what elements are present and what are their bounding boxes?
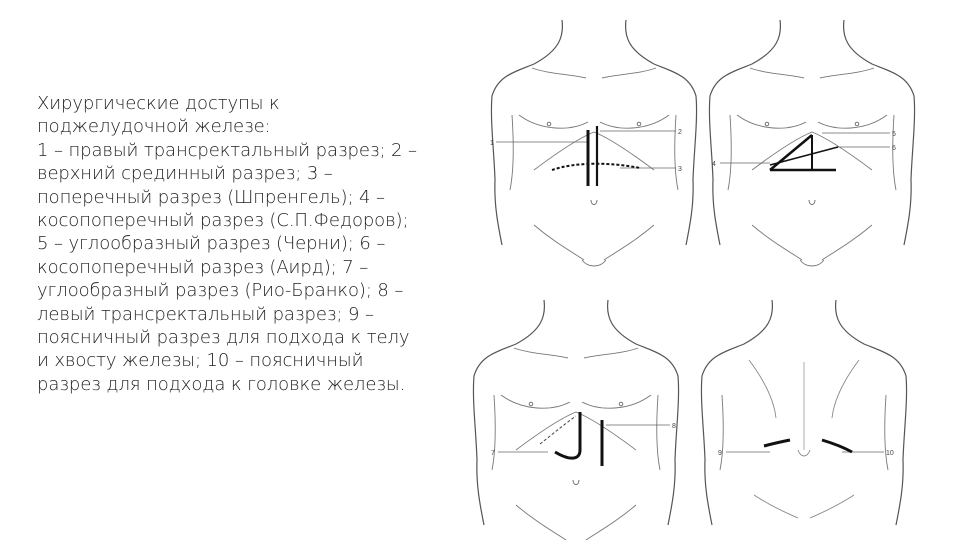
caption-line: поясничный разрез для подхода к телу <box>37 327 410 349</box>
label-5: 5 <box>892 131 896 138</box>
caption-line: 1 – правый трансректальный разрез; 2 – <box>37 139 417 161</box>
torso-panel-2 <box>709 20 914 266</box>
label-3: 3 <box>678 166 682 173</box>
label-6: 6 <box>892 145 896 152</box>
caption-line: косопоперечный разрез (С.П.Федоров); <box>37 210 409 232</box>
caption-line: углообразный разрез (Рио-Бранко); 8 – <box>37 280 404 302</box>
torso-panel-1 <box>490 20 697 266</box>
caption-line: Хирургические доступы к <box>37 93 280 114</box>
label-7: 7 <box>491 450 495 457</box>
caption-line: поджелудочной железе: <box>37 116 271 138</box>
label-4: 4 <box>712 161 716 168</box>
caption-line: левый трансректальный разрез; 9 – <box>37 303 374 325</box>
caption-line: косопоперечный разрез (Аирд); 7 – <box>37 256 369 278</box>
caption-text <box>37 92 467 396</box>
caption-line: и хвосту железы; 10 – поясничный <box>37 350 364 372</box>
label-10: 10 <box>886 450 894 457</box>
torso-panel-4 <box>701 300 906 525</box>
caption-line: верхний срединный разрез; 3 – <box>37 163 333 185</box>
caption-line: 5 – углообразный разрез (Черни); 6 – <box>37 233 386 255</box>
label-9: 9 <box>718 450 722 457</box>
incision-diagram <box>470 0 960 540</box>
caption-line: разрез для подхода к головке железы. <box>37 373 406 395</box>
label-1: 1 <box>490 140 494 147</box>
torso-panel-3 <box>473 300 678 540</box>
caption-line: поперечный разрез (Шпренгель); 4 – <box>37 186 385 208</box>
label-2: 2 <box>678 129 682 136</box>
label-8: 8 <box>672 423 676 430</box>
